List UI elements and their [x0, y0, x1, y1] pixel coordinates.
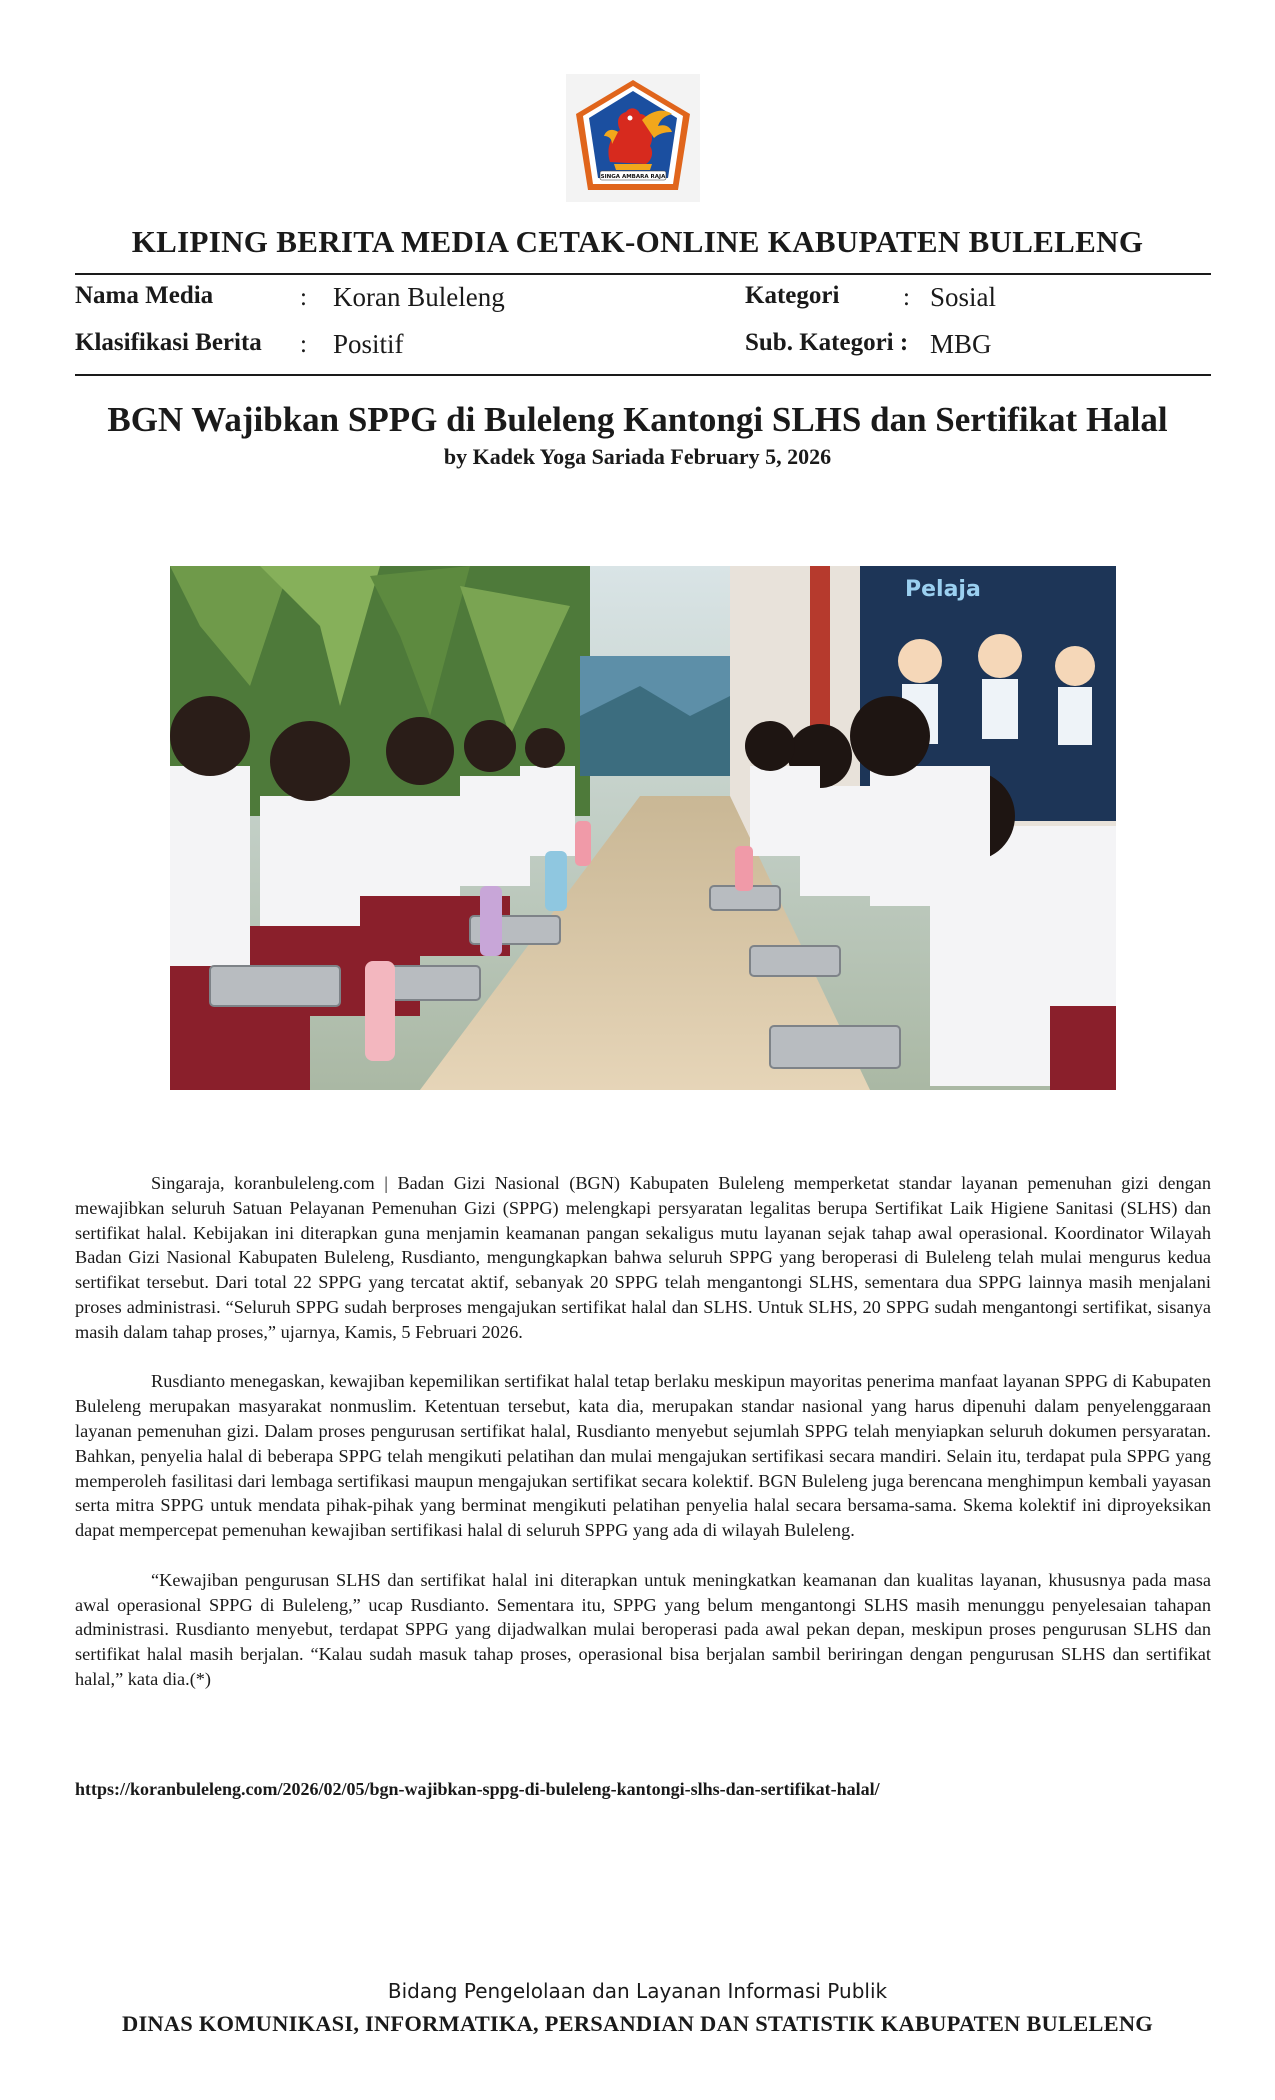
footer-department: Bidang Pengelolaan dan Layanan Informasi Publik [387, 1979, 888, 2003]
klasifikasi-berita-value: Positif [333, 329, 404, 359]
article-byline: by Kadek Yoga Sariada February 5, 2026 [443, 444, 832, 469]
article-headline: BGN Wajibkan SPPG di Buleleng Kantongi SLHS dan Sertifikat Halal [107, 400, 1168, 439]
nama-media-value: Koran Buleleng [333, 282, 505, 312]
kategori-value: Sosial [930, 282, 997, 312]
clipping-title: KLIPING BERITA MEDIA CETAK-ONLINE KABUPATEN BULELENG [131, 224, 1144, 259]
nama-media-colon: : [300, 284, 307, 311]
article-body [75, 1171, 1211, 1717]
source-link[interactable]: https://koranbuleleng.com/2026/02/05/bgn-wajibkan-sppg-di-buleleng-kantongi-slhs-dan-sertifikat-halal/ [75, 1779, 880, 1799]
bottom-divider [75, 374, 1211, 376]
article-photo [170, 566, 1116, 1090]
klasifikasi-berita-colon: : [300, 331, 307, 358]
nama-media-label: Nama Media [75, 282, 214, 309]
sub-kategori-value: MBG [930, 329, 992, 359]
article-paragraph-2: Rusdianto menegaskan, kewajiban kepemilikan sertifikat halal tetap berlaku meskipun mayoritas penerima manfaat layanan SPPG di Kabupaten Buleleng merupakan masyarakat nonmuslim. Ketentuan tersebut, kata dia, merupakan standar nasional yang harus dipenuhi dalam penyelenggaraan layanan pemenuhan gizi. Dalam proses pengurusan sertifikat halal, Rusdianto menyebut sejumlah SPPG telah menyiapkan seluruh dokumen persyaratan. Bahkan, penyelia halal di beberapa SPPG telah mengikuti pelatihan dan mulai mengajukan sertifikasi secara mandiri. Selain itu, terdapat pula SPPG yang memperoleh fasilitasi dari lembaga sertifikasi maupun mengajukan sertifikat secara kolektif. BGN Buleleng juga berencana menghimpun kembali yayasan serta mitra SPPG untuk mendata pihak-pihak yang berminat mengikuti pelatihan penyelia halal secara bersama-sama. Skema kolektif ini diproyeksikan dapat mempercepat pemenuhan kewajiban sertifikasi halal di seluruh SPPG yang ada di wilayah Buleleng. [75, 1371, 1211, 1541]
kategori-colon: : [903, 284, 910, 311]
klasifikasi-berita-label: Klasifikasi Berita [75, 329, 262, 356]
article-paragraph-3: “Kewajiban pengurusan SLHS dan sertifikat halal ini diterapkan untuk meningkatkan keamanan dan kualitas layanan, khususnya pada masa awal operasional SPPG di Buleleng,” ucap Rusdianto. Sementara itu, SPPG yang belum mengantongi SLHS masih menunggu penyelesaian tahapan administrasi. Rusdianto menyebut, terdapat SPPG yang dijadwalkan mulai beroperasi pada awal pekan depan, meskipun proses pengurusan SLHS dan sertifikat halal masih berjalan. “Kalau sudah masuk tahap proses, operasional bisa berjalan sambil beriringan dengan pengurusan SLHS dan sertifikat halal,” kata dia.(*) [75, 1569, 1211, 1689]
top-divider [75, 273, 1211, 275]
footer-office-name: DINAS KOMUNIKASI, INFORMATIKA, PERSANDIAN DAN STATISTIK KABUPATEN BULELENG [122, 2011, 1153, 2036]
logo-motto: SINGA AMBARA RAJA [600, 174, 666, 180]
sub-kategori-label: Sub. Kategori : [745, 329, 909, 356]
buleleng-emblem-logo [566, 74, 700, 202]
article-paragraph-1: Singaraja, koranbuleleng.com | Badan Gizi Nasional (BGN) Kabupaten Buleleng memperketat standar layanan pemenuhan gizi dengan mewajibkan seluruh Satuan Pelayanan Pemenuhan Gizi (SPPG) melengkapi persyaratan legalitas berupa Sertifikat Laik Higiene Sanitasi (SLHS) dan sertifikat halal. Kebijakan ini diterapkan guna menjamin keamanan pangan sekaligus mutu layanan sejak tahap awal operasional. Koordinator Wilayah Badan Gizi Nasional Kabupaten Buleleng, Rusdianto, mengungkapkan bahwa seluruh SPPG yang beroperasi di Buleleng telah mulai mengurus kedua sertifikat tersebut. Dari total 22 SPPG yang tercatat aktif, sebanyak 20 SPPG telah mengantongi SLHS, sementara dua SPPG lainnya masih menjalani proses administrasi. “Seluruh SPPG sudah berproses mengajukan sertifikat halal dan SLHS. Untuk SLHS, 20 SPPG sudah mengantongi sertifikat, sisanya masih dalam tahap proses,” ujarnya, Kamis, 5 Februari 2026. [75, 1173, 1211, 1342]
kategori-label: Kategori [745, 282, 840, 309]
poster-text: Pelaja [905, 577, 981, 602]
